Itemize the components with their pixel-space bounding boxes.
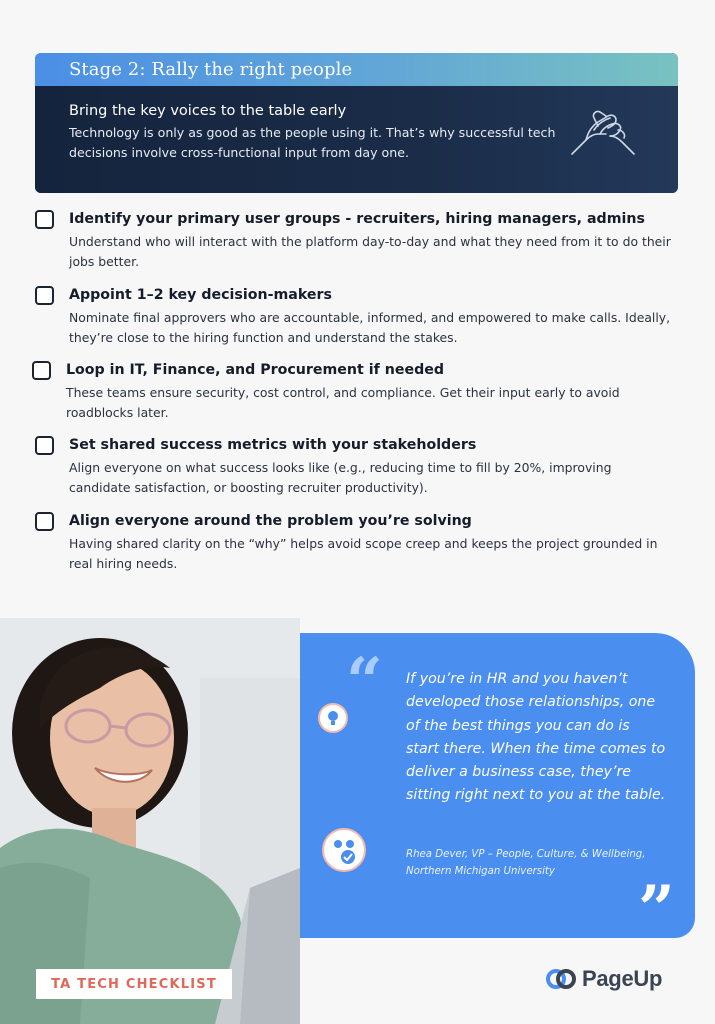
checkbox[interactable] [35,436,54,455]
person-illustration [0,618,300,1024]
quote-attribution: Rhea Dever, VP – People, Culture, & Wellbeing, Northern Michigan University [406,849,646,877]
handshake-icon [568,104,638,160]
checkbox[interactable] [32,361,51,380]
pageup-logo-icon [546,967,576,991]
checklist-item [32,360,672,423]
item-text: Nominate final approvers who are accountable, informed, and empowered to make calls. Ideally, they’re close to the hiring function and understand the stakes. [69,310,671,345]
stage-title-bar [35,53,678,86]
stage-intro [35,86,678,193]
checklist-item [35,285,675,348]
item-title: Align everyone around the problem you’re solving [69,513,472,529]
lightbulb-icon [318,703,348,733]
stage-card [35,53,678,193]
item-title: Appoint 1–2 key decision-makers [69,287,332,303]
brand-logo [546,966,662,992]
open-quote-icon: “ [346,644,383,719]
checkbox[interactable] [35,286,54,305]
checklist-item [35,511,675,574]
item-text: Having shared clarity on the “why” helps avoid scope creep and keeps the project grounded in real hiring needs. [69,536,658,571]
checkbox[interactable] [35,512,54,531]
person-photo [0,618,300,1024]
item-text: Understand who will interact with the platform day-to-day and what they need from it to do their jobs better. [69,234,671,269]
brand-name: PageUp [582,966,663,991]
checklist-item [35,435,675,498]
item-title: Loop in IT, Finance, and Procurement if needed [66,362,445,378]
footer-tag: TA TECH CHECKLIST [36,969,232,999]
stage-text: Technology is only as good as the people using it. That’s why successful tech decisions involve cross-functional input from day one. [69,125,556,160]
team-check-icon [322,828,366,872]
item-title: Identify your primary user groups - recruiters, hiring managers, admins [69,211,645,227]
quote-text: If you’re in HR and you haven’t developed those relationships, one of the best things you can do is start there. When the time comes to deliver a business case, they’re sitting right next to you at the table. [406,671,666,804]
checklist-item [35,209,675,272]
item-text: These teams ensure security, cost control, and compliance. Get their input early to avoid roadblocks later. [66,385,620,420]
item-title: Set shared success metrics with your stakeholders [69,437,477,453]
close-quote-icon: ” [638,872,675,947]
stage-heading: Bring the key voices to the table early [69,103,347,119]
item-text: Align everyone on what success looks like (e.g., reducing time to fill by 20%, improving candidate satisfaction, or boosting recruiter productivity). [69,460,612,495]
checkbox[interactable] [35,210,54,229]
stage-title: Stage 2: Rally the right people [69,59,353,80]
